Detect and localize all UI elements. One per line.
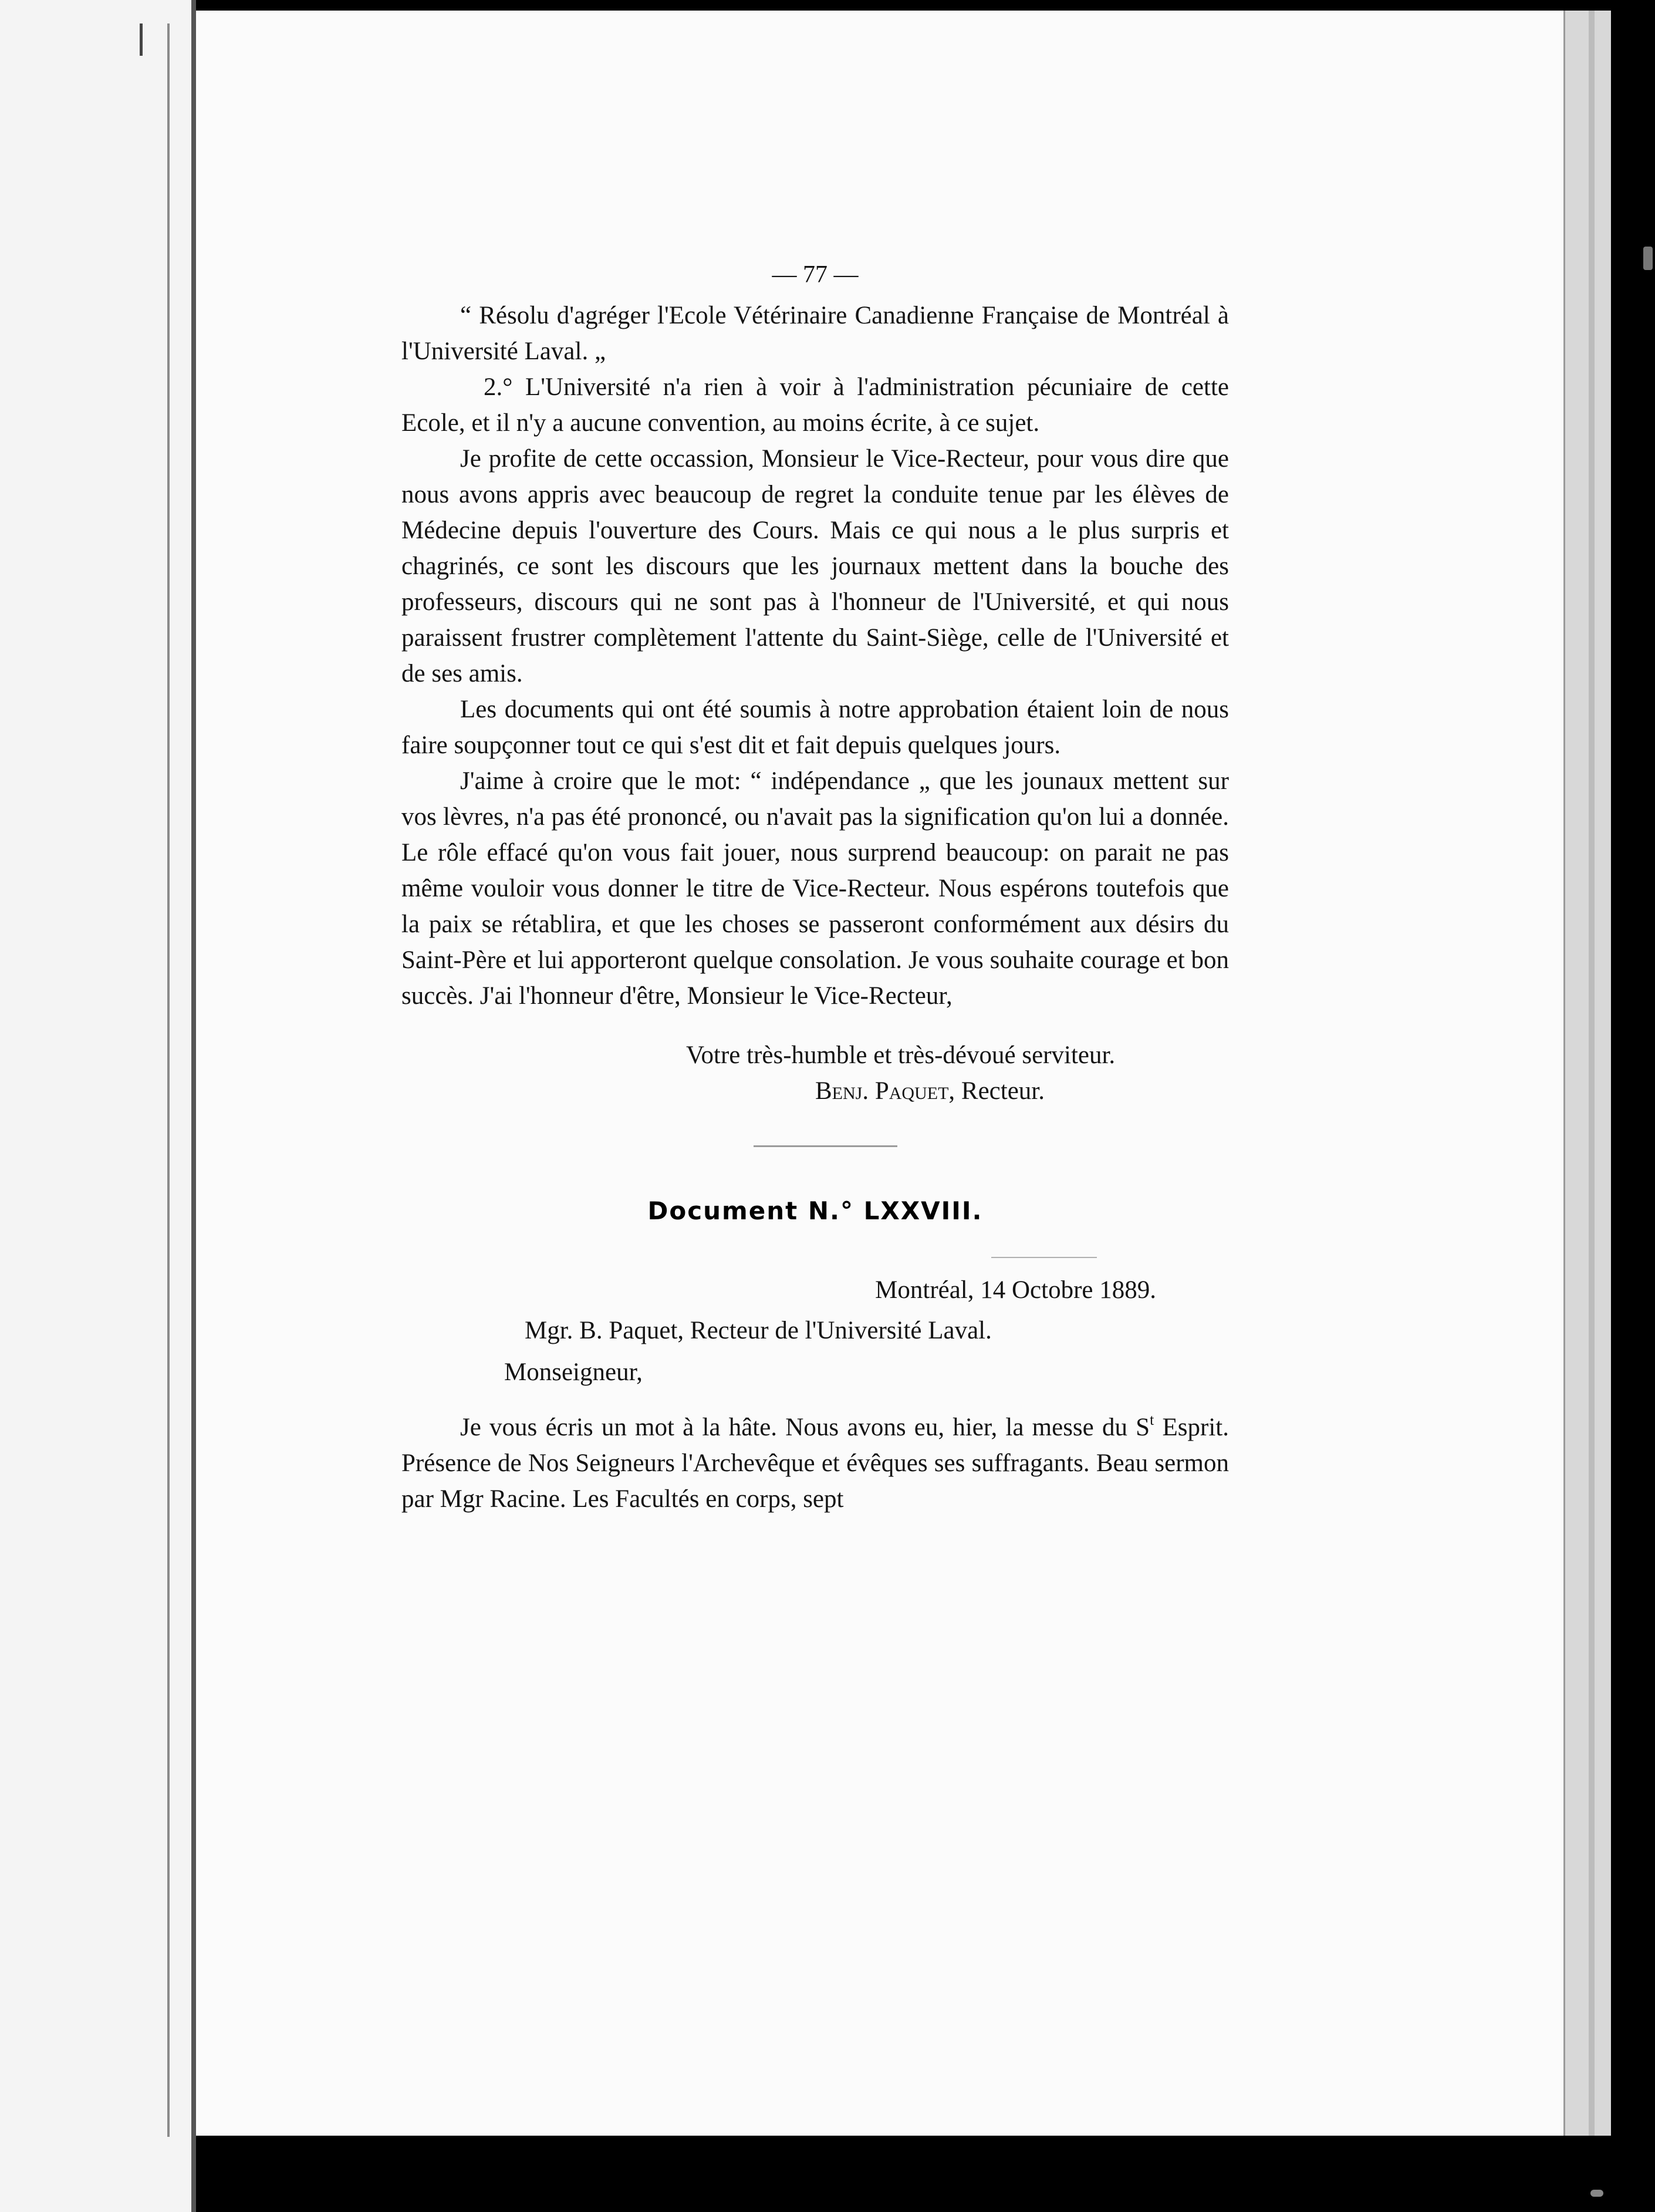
page-text-block: [401, 257, 1229, 1517]
page-edge-line: [167, 23, 170, 2137]
heading-divider: [991, 1257, 1097, 1258]
point-2-text: 2.° L'Université n'a rien à voir à l'administration pécuniaire de cette Ecole, et il n'y a aucune convention, au moins écrite, à ce sujet.: [401, 373, 1229, 437]
page-number: — 77 —: [772, 261, 859, 288]
page-stack-line: [1589, 11, 1595, 2136]
letter-body-start: Je vous écris un mot à la hâte. Nous avons eu, hier, la messe du S: [460, 1414, 1150, 1441]
document-heading: Document N.° LXXVIII.: [647, 1196, 983, 1225]
body-paragraph: Je profite de cette occassion, Monsieur le Vice-Recteur, pour vous dire que nous avons appris avec beaucoup de regret la conduite tenue par les élèves de Médecine depuis l'ouverture des Cours. Mais ce qui nous a le plus surpris et chagrinés, ce sont les discours que les journaux mettent dans la bouche des professeurs, discours qui ne sont pas à l'honneur de l'Université, et qui nous paraissent frustrer complètement l'attente du Saint-Siège, celle de l'Université et de ses amis.: [401, 445, 1229, 687]
signature-name: Benj. Paquet: [815, 1077, 949, 1105]
letter-salutation: Monseigneur,: [504, 1358, 643, 1386]
resolution-text: “ Résolu d'agréger l'Ecole Vétérinaire Canadienne Française de Montréal à l'Université Laval. „: [401, 302, 1229, 365]
letter-body: [401, 1402, 1229, 1517]
signature: [686, 1073, 1229, 1109]
letter-closing: [401, 1037, 1229, 1109]
letter-dateline: Montréal, 14 Octobre 1889.: [875, 1276, 1156, 1304]
section-divider: [754, 1145, 897, 1147]
letter-body-superscript: t: [1150, 1411, 1154, 1428]
scan-mark-icon: [1643, 247, 1653, 270]
book-gutter: [191, 0, 196, 2212]
page-edge-line: [140, 23, 143, 56]
closing-line: Votre très-humble et très-dévoué serviteur.: [686, 1041, 1116, 1069]
page-stack-edge: [1563, 11, 1611, 2136]
scan-mark-icon: [1590, 2190, 1603, 2197]
facing-page-margin: [0, 0, 191, 2212]
body-paragraph: J'aime à croire que le mot: “ indépendance „ que les jounaux mettent sur vos lèvres, n'a pas été prononcé, ou n'avait pas la signification qu'on lui a donnée. Le rôle effacé qu'on vous fait jouer, nous surprend beaucoup: on parait ne pas même vouloir vous donner le titre de Vice-Recteur. Nous espérons toutefois que la paix se rétablira, et que les choses se passeront conformément aux désirs du Saint-Père et lui apporteront quelque consolation. Je vous souhaite courage et bon succès. J'ai l'honneur d'être, Monsieur le Vice-Recteur,: [401, 767, 1229, 1010]
letter-addressee: Mgr. B. Paquet, Recteur de l'Université Laval.: [525, 1317, 992, 1344]
body-paragraph: Les documents qui ont été soumis à notre approbation étaient loin de nous faire soupçonner tout ce qui s'est dit et fait depuis quelques jours.: [401, 696, 1229, 759]
document-page: [196, 11, 1563, 2136]
signature-title: , Recteur.: [948, 1077, 1045, 1105]
letter-body-rest: Esprit. Présence de Nos Seigneurs l'Archevêque et évêques ses suffragants. Beau sermon par Mgr Racine. Les Facultés en corps, sept: [401, 1414, 1229, 1513]
